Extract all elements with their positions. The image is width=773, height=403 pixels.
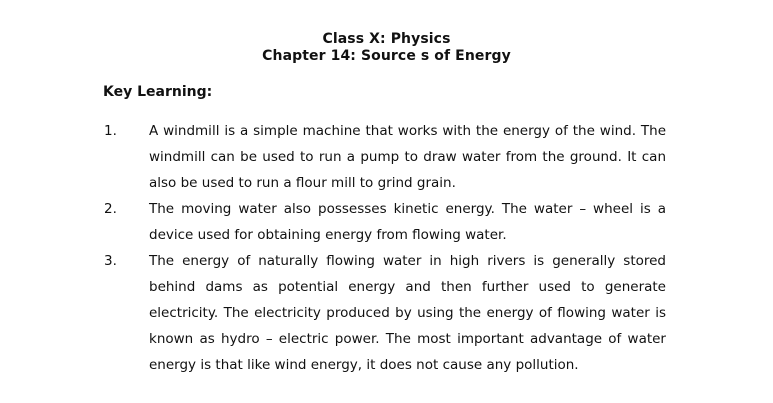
chapter-title: Chapter 14: Source s of Energy [262,48,511,64]
list-item [0,248,773,378]
key-learning-list [0,118,773,378]
section-heading: Key Learning: [103,84,213,100]
list-item-number: 1. [104,123,117,139]
document-title: Class X: Physics [322,31,451,47]
list-item-text: The energy of naturally flowing water in high rivers is generally stored behind dams as potential energy and then further used to generate electricity. The electricity produced by using the energy of flowing water is known as hydro – electric power. The most important advantage of water energy is that like wind energy, it does not cause any pollution. [149,253,666,373]
list-item-number: 2. [104,201,117,217]
list-item-number: 3. [104,253,117,269]
list-item-text: The moving water also possesses kinetic energy. The water – wheel is a device used for obtaining energy from flowing water. [149,201,666,243]
list-item [0,118,773,196]
list-item [0,196,773,248]
list-item-text: A windmill is a simple machine that works with the energy of the wind. The windmill can be used to run a pump to draw water from the ground. It can also be used to run a flour mill to grind grain. [149,123,666,191]
